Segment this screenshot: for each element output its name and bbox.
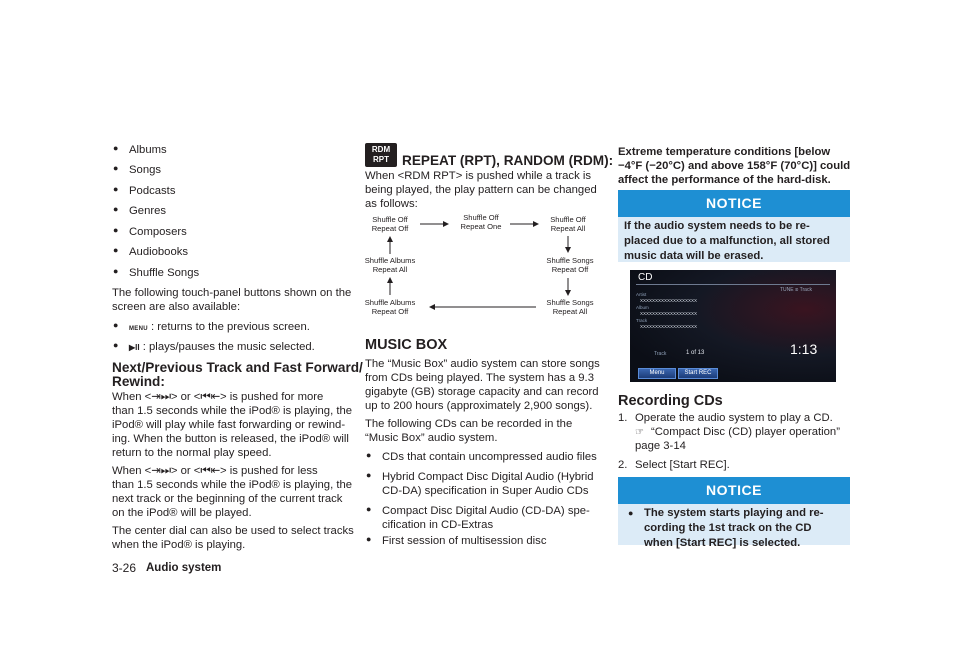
warning-line-1: Extreme temperature conditions [below (618, 146, 831, 158)
notice-box-data-loss (618, 190, 850, 262)
state-shuffle-songs-repeat-all: Shuffle Songs Repeat All (546, 298, 594, 316)
step-2-text: Select [Start REC]. (635, 459, 730, 471)
notice-line-2: placed due to a malfunction, all stored (624, 235, 830, 247)
cd-intro-line-1: The following CDs can be recorded in the (365, 418, 573, 430)
state-shuffle-off-repeat-off: Shuffle Off Repeat Off (371, 215, 409, 233)
p2-line-3: next track or the beginning of the current track (112, 493, 343, 505)
notice-line-3: music data will be erased. (624, 250, 764, 262)
notice-label: NOTICE (618, 190, 850, 217)
rdm-rpt-button-icon: RDM RPT (365, 143, 397, 167)
state-shuffle-songs-repeat-off: Shuffle Songs Repeat Off (546, 256, 594, 274)
notice2-line-1: The system starts playing and re- (644, 507, 824, 519)
rdm-intro-line-3: as follows: (365, 198, 418, 210)
heading-recording-cds: Recording CDs (618, 393, 723, 409)
mb-line-2: from CDs being played. The system has a 9.3 (365, 372, 594, 384)
heading-repeat-random: REPEAT (RPT), RANDOM (RDM): (402, 153, 614, 168)
screen-track-count-label: Track (654, 351, 667, 357)
step-1-page: page 3-14 (635, 440, 686, 452)
heading-music-box: MUSIC BOX (365, 337, 448, 353)
notice2-bullet: ● (628, 508, 634, 518)
warning-line-2: −4°F (−20°C) and above 158°F (70°C)] could (618, 160, 851, 172)
p1-line-3: iPod® will play while fast forwarding or rewind- (112, 419, 346, 431)
cd-screen-image (630, 270, 836, 382)
screen-artist-label: Artist (636, 292, 647, 297)
mb-line-1: The “Music Box” audio system can store songs (365, 358, 600, 370)
p1-line-4: ing. When the button is released, the iPod® will (112, 433, 349, 445)
screen-title-rule (636, 284, 830, 285)
cd-intro-line-2: “Music Box” audio system. (365, 432, 498, 444)
notice-line-1: If the audio system needs to be re- (624, 220, 810, 232)
reference-pointer-icon: ☞ (635, 427, 644, 438)
touch-intro-line-2: screen are also available: (112, 301, 241, 313)
screen-start-rec-button[interactable]: Start REC (678, 368, 718, 379)
screen-tune-indicator: TUNE ⦻ Track (780, 287, 812, 293)
mb-line-3: gigabyte (GB) storage capacity and can record (365, 386, 599, 398)
p2-line-1: When <⇥⏭> or <⏮⇤> is pushed for less (112, 465, 318, 477)
p3-line-2: when the iPod® is playing. (112, 539, 246, 551)
notice2-line-2: cording the 1st track on the CD (644, 522, 812, 534)
footer-page-number: 3-26 (112, 561, 137, 575)
rdm-intro-line-1: When <RDM RPT> is pushed while a track is (365, 170, 592, 182)
rdm-intro-line-2: being played, the play pattern can be changed (365, 184, 597, 196)
menu-icon: MENU (129, 326, 148, 332)
screen-track-value: XXXXXXXXXXXXXXXXXXX (640, 324, 698, 329)
heading-next-prev: Next/Previous Track and Fast Forward/ (112, 360, 363, 375)
step-1-text: Operate the audio system to play a CD. (635, 412, 833, 424)
notice-label-2: NOTICE (618, 477, 850, 504)
step-1-ref: ☞ “Compact Disc (CD) player operation” (635, 425, 840, 440)
state-shuffle-albums-repeat-all: Shuffle Albums Repeat All (364, 256, 416, 274)
state-shuffle-off-repeat-one: Shuffle Off Repeat One (460, 213, 502, 231)
p2-line-4: on the iPod® will be played. (112, 507, 252, 519)
p1-line-1: When <⇥⏭> or <⏮⇤> is pushed for more (112, 391, 324, 403)
screen-title: CD (638, 272, 653, 283)
state-shuffle-albums-repeat-off: Shuffle Albums Repeat Off (364, 298, 416, 316)
p3-line-1: The center dial can also be used to select tracks (112, 525, 354, 537)
step-2-number: 2. (618, 459, 628, 471)
step-1-number: 1. (618, 412, 628, 424)
cd-bullet-2-cont: CD-DA) specification in Super Audio CDs (382, 485, 589, 497)
p2-line-2: than 1.5 seconds while the iPod® is playing, the (112, 479, 353, 491)
p1-line-5: return to the normal play speed. (112, 447, 272, 459)
screen-track-count: 1 of 13 (686, 350, 705, 356)
screen-album-value: XXXXXXXXXXXXXXXXXXX (640, 311, 698, 316)
screen-track-label: Track (636, 318, 648, 323)
touch-intro-line-1: The following touch-panel buttons shown on the (112, 287, 352, 299)
footer-section-title: Audio system (146, 562, 222, 574)
p1-line-2: than 1.5 seconds while the iPod® is playing, the (112, 405, 353, 417)
cd-bullet-3-cont: cification in CD-Extras (382, 519, 494, 531)
mb-line-4: up to 200 hours (approximately 2,900 songs). (365, 400, 593, 412)
state-shuffle-off-repeat-all: Shuffle Off Repeat All (550, 215, 586, 233)
screen-elapsed-time: 1:13 (790, 341, 818, 357)
screen-album-label: Album (636, 305, 649, 310)
heading-next-prev-2: Rewind: (112, 374, 165, 389)
notice2-line-3: when [Start REC] is selected. (644, 537, 801, 549)
play-pause-icon: ▶II (129, 343, 140, 352)
screen-menu-button[interactable]: Menu (638, 368, 676, 379)
warning-line-3: affect the performance of the hard-disk. (618, 174, 831, 186)
screen-artist-value: XXXXXXXXXXXXXXXXXXX (640, 298, 698, 303)
notice-box-start-rec (618, 477, 850, 549)
